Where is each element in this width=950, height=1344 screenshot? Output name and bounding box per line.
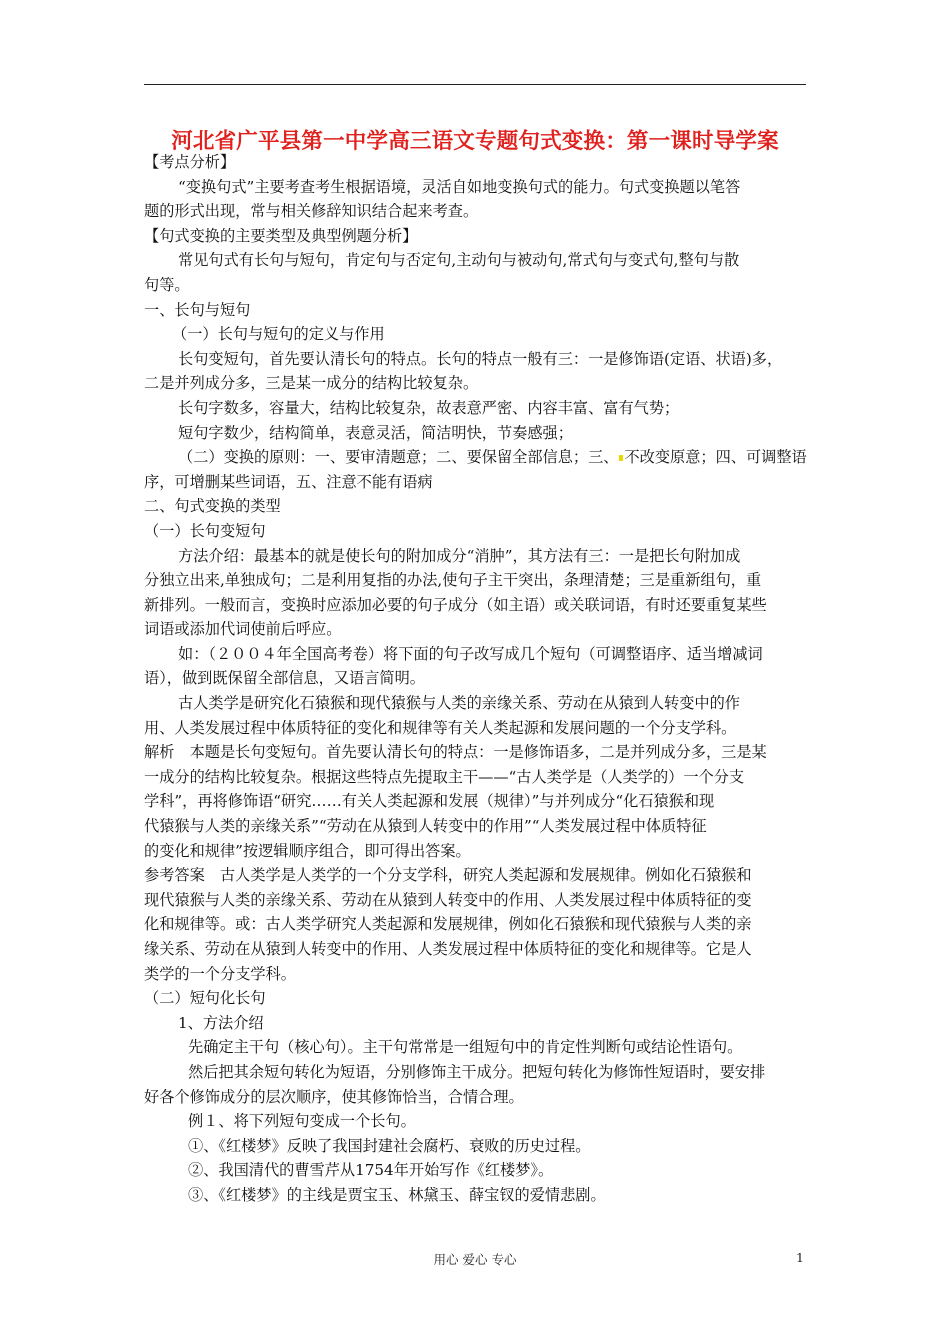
paragraph-line: 如：（２００４年全国高考卷）将下面的句子改写成几个短句（可调整语序、适当增减词: [178, 644, 763, 663]
subheading-definition: （一）长句与短句的定义与作用: [172, 325, 385, 344]
paragraph-line: 方法介绍：最基本的就是使长句的附加成分“消肿”，其方法有三：一是把长句附加成: [178, 546, 741, 565]
paragraph-line: 好各个修饰成分的层次顺序，使其修饰恰当，合情合理。: [144, 1087, 524, 1106]
subheading-method: 1、方法介绍: [178, 1013, 264, 1032]
paragraph-line: 一成分的结构比较复杂。根据这些特点先提取主干——“古人类学是（人类学的）一个分支: [144, 767, 745, 786]
paragraph-line: 长句字数多，容量大，结构比较复杂，故表意严密、内容丰富、富有气势；: [178, 398, 680, 417]
example-heading: 例１、将下列短句变成一个长句。: [188, 1112, 416, 1131]
paragraph-line: 缘关系、劳动在从猿到人转变中的作用、人类发展过程中体质特征的变化和规律等。它是人: [144, 940, 752, 958]
document-title: 河北省广平县第一中学高三语文专题句式变换：第一课时导学案: [171, 129, 779, 154]
paragraph-line: 语），做到既保留全部信息，又语言简明。: [144, 669, 425, 688]
paragraph-line: 分独立出来,单独成句；二是利用复指的办法,使句子主干突出，条理清楚；三是重新组句，重: [144, 571, 762, 590]
paragraph-line: 词语或添加代词使前后呼应。: [144, 620, 342, 639]
page-number: 1: [796, 1250, 804, 1265]
paragraph-line: 参考答案 古人类学是人类学的一个分支学科，研究人类起源和发展规律。例如化石猿猴和: [144, 866, 752, 885]
paragraph-line: “变换句式”主要考查考生根据语境，灵活自如地变换句式的能力。句式变换题以笔答: [178, 177, 741, 196]
paragraph-line: 二是并列成分多，三是某一成分的结构比较复杂。: [144, 374, 479, 393]
paragraph-line: 长句变短句，首先要认清长句的特点。长句的特点一般有三：一是修饰语(定语、状语)多，: [178, 349, 783, 368]
header-rule: [144, 84, 806, 85]
footer-motto: 用心 爱心 专心: [433, 1252, 517, 1267]
document-body: [144, 150, 810, 1208]
paragraph-line: [144, 445, 810, 470]
paragraph-line: 类学的一个分支学科。: [144, 964, 296, 983]
example-item: ①、《红楼梦》反映了我国封建社会腐朽、衰败的历史过程。: [188, 1136, 591, 1155]
paragraph-line: 代猿猴与人类的亲缘关系”“劳动在从猿到人转变中的作用”“人类发展过程中体质特征: [144, 817, 707, 836]
heading-transform-types: 二、句式变换的类型: [144, 497, 281, 516]
paragraph-line: 常见句式有长句与短句，肯定句与否定句,主动句与被动句,常式句与变式句,整句与散: [178, 251, 740, 270]
example-item: ②、我国清代的曹雪芹从1754年开始写作《红楼梦》。: [188, 1161, 554, 1180]
highlight-mark: [619, 455, 623, 461]
heading-long-short: 一、长句与短句: [144, 300, 251, 319]
paragraph-line: 序，可增删某些词语，五、注意不能有语病: [144, 472, 433, 491]
paragraph-line: 的变化和规律”按逻辑顺序组合，即可得出答案。: [144, 841, 471, 860]
paragraph-line: 用、人类发展过程中体质特征的变化和规律等有关人类起源和发展问题的一个分支学科。: [144, 718, 737, 737]
subheading-short-to-long: （二）短句化长句: [144, 989, 266, 1008]
paragraph-line: 解析 本题是长句变短句。首先要认清长句的特点：一是修饰语多，二是并列成分多，三是某: [144, 743, 767, 762]
paragraph-line: 学科”，再将修饰语“研究……有关人类起源和发展（规律）”与并列成分“化石猿猴和现: [144, 792, 715, 811]
paragraph-line: 短句字数少，结构简单，表意灵活，简洁明快，节奏感强；: [178, 423, 573, 442]
paragraph-line: 新排列。一般而言，变换时应添加必要的句子成分（如主语）或关联词语，有时还要重复某些: [144, 595, 767, 614]
paragraph-line: 古人类学是研究化石猿猴和现代猿猴与人类的亲缘关系、劳动在从猿到人转变中的作: [178, 694, 740, 713]
paragraph-line: 化和规律等。或：古人类学研究人类起源和发展规律，例如化石猿猴和现代猿猴与人类的亲: [144, 915, 752, 934]
principles-text-b: 不改变原意；四、可调整语: [624, 448, 807, 467]
section-heading-analysis: 【考点分析】: [144, 153, 236, 171]
paragraph-line: 现代猿猴与人类的亲缘关系、劳动在从猿到人转变中的作用、人类发展过程中体质特征的变: [144, 890, 752, 909]
paragraph-line: 题的形式出现，常与相关修辞知识结合起来考查。: [144, 202, 479, 221]
paragraph-line: 先确定主干句（核心句）。主干句常常是一组短句中的肯定性判断句或结论性语句。: [188, 1038, 743, 1057]
section-heading-types: 【句式变换的主要类型及典型例题分析】: [144, 226, 418, 245]
example-item: ③、《红楼梦》的主线是贾宝玉、林黛玉、薛宝钗的爱情悲剧。: [188, 1185, 606, 1204]
paragraph-line: 句等。: [144, 275, 190, 294]
principles-text-a: （二）变换的原则：一、要审清题意；二、要保留全部信息；三、: [178, 448, 619, 467]
subheading-long-to-short: （一）长句变短句: [144, 521, 266, 540]
paragraph-line: 然后把其余短句转化为短语，分别修饰主干成分。把短句转化为修饰性短语时，要安排: [188, 1062, 766, 1081]
